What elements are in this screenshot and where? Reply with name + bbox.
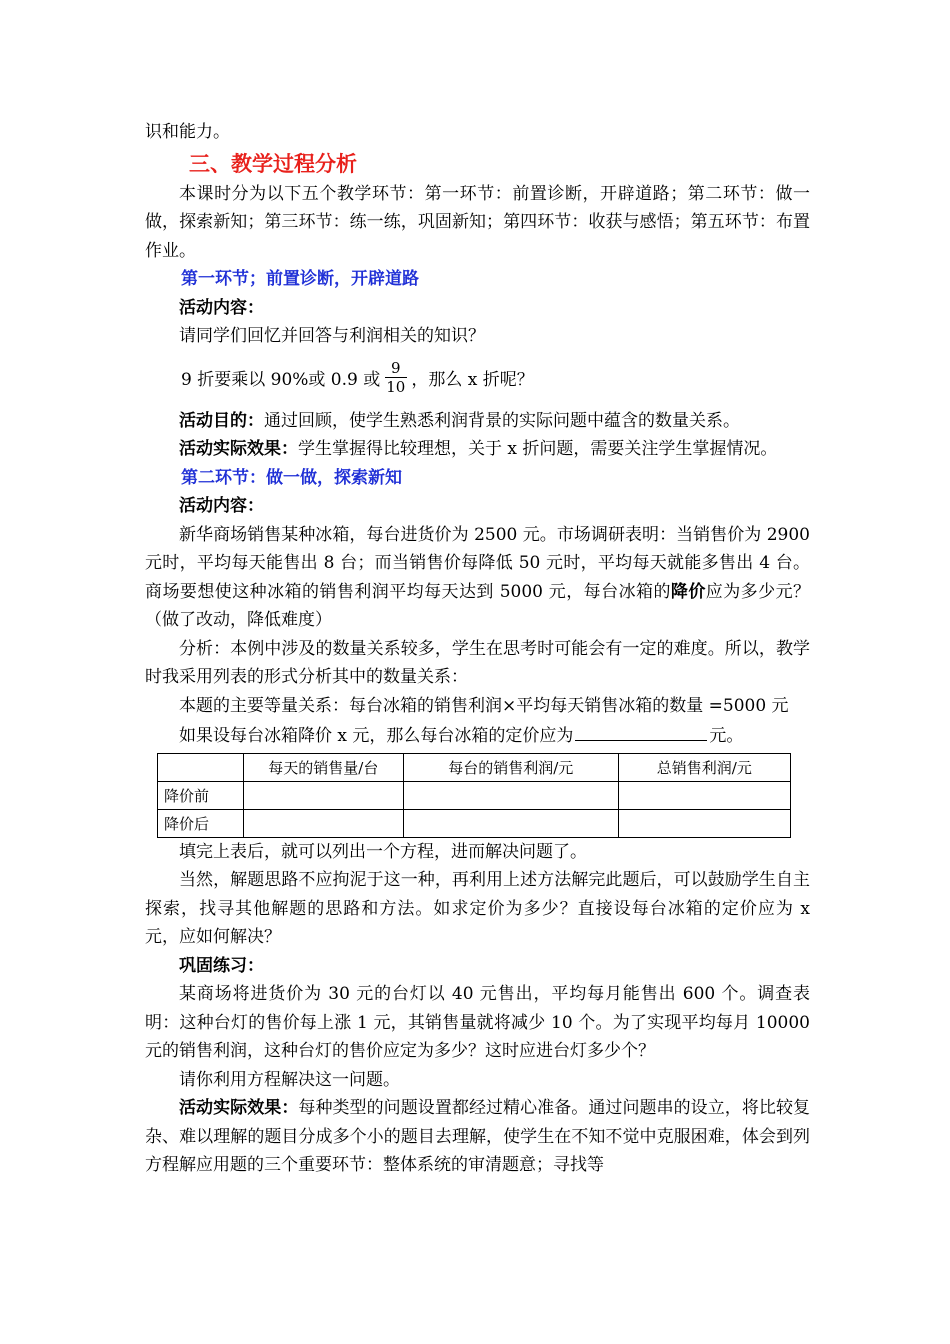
fraction-nine-tenths xyxy=(384,359,407,396)
table-cell xyxy=(618,781,790,809)
stage1-heading: 第一环节；前置诊断，开辟道路 xyxy=(181,269,419,289)
practice-label-row xyxy=(145,952,810,981)
table-row-label: 降价后 xyxy=(158,809,244,837)
stage1-question: 请同学们回忆并回答与利润相关的知识？ xyxy=(179,326,485,346)
equation-paragraph: 本题的主要等量关系：每台冰箱的销售利润×平均每天销售冰箱的数量 =5000 元 xyxy=(179,695,789,716)
explore-paragraph: 当然，解题思路不应拘泥于这一种，再利用上述方法解完此题后，可以鼓励学生自主探索，找寻其他解题的思路和方法。如求定价为多少？直接设每台冰箱的定价应为 x 元，应如何解决？ xyxy=(145,870,810,947)
table-header-row xyxy=(158,753,791,781)
fraction-line xyxy=(145,355,810,401)
practice-ask: 请你利用方程解决这一问题。 xyxy=(179,1069,400,1090)
stage2-problem-text-a: 新华商场销售某种冰箱，每台进货价为 2500 元。市场调研表明：当销售价为 2900 元时，平均每天能售出 8 台；而当销售价每降低 50 元时，平均每天就能多售出 4 台。商场要想使这种冰箱的销售利润平均每天达到 5000 元，每台冰箱的 xyxy=(145,524,810,602)
stage1-content-label: 活动内容： xyxy=(179,297,264,318)
stage2-heading: 第二环节：做一做，探索新知 xyxy=(181,467,402,488)
stage2-content-label: 活动内容： xyxy=(179,496,264,516)
analysis-paragraph: 分析：本例中涉及的数量关系较多，学生在思考时可能会有一定的难度。所以，教学时我采用列表的形式分析其中的数量关系： xyxy=(145,638,810,687)
after-table-text: 填完上表后，就可以列出一个方程，进而解决问题了。 xyxy=(179,841,587,862)
stage2-problem-bold: 降价 xyxy=(670,581,706,602)
table-header-cell: 总销售利润/元 xyxy=(618,753,790,781)
stage1-effect-label: 活动实际效果： xyxy=(179,439,298,459)
fraction-before-text: 9 折要乘以 90%或 0.9 或 xyxy=(181,370,381,390)
final-effect-text: 每种类型的问题设置都经过精心准备。通过问题串的设立，将比较复杂、难以理解的题目分成多个小的题目去理解，使学生在不知不觉中克服困难，体会到列方程解应用题的三个重要环节：整体系统的审清题意；寻找等 xyxy=(145,1098,811,1175)
stage1-purpose-label: 活动目的： xyxy=(179,410,264,431)
table-cell xyxy=(243,809,403,837)
stage2-problem-text-b: 应为多少元？（做了改动，降低难度） xyxy=(145,581,811,630)
blank-before-text: 如果设每台冰箱降价 x 元，那么每台冰箱的定价应为 xyxy=(179,726,574,746)
final-effect-label: 活动实际效果： xyxy=(179,1098,299,1118)
stage1-purpose xyxy=(145,407,810,436)
table-cell xyxy=(243,781,403,809)
document-page xyxy=(145,118,810,1180)
table-cell xyxy=(618,809,790,837)
table-header-cell: 每台的销售利润/元 xyxy=(403,753,618,781)
table-header-cell xyxy=(158,753,244,781)
blank-line xyxy=(145,720,810,751)
table-row-label: 降价前 xyxy=(158,781,244,809)
stage1-effect-text: 学生掌握得比较理想，关于 x 折问题，需要关注学生掌握情况。 xyxy=(298,439,778,459)
intro-tail-text: 识和能力。 xyxy=(145,122,230,142)
blank-after-text: 元。 xyxy=(709,726,744,746)
table-header-cell: 每天的销售量/台 xyxy=(243,753,403,781)
sales-table xyxy=(157,753,791,838)
table-row xyxy=(158,781,791,809)
fraction-numerator: 9 xyxy=(391,359,401,377)
stage2-problem xyxy=(145,521,810,635)
practice-problem: 某商场将进货价为 30 元的台灯以 40 元售出，平均每月能售出 600 个。调查表明：这种台灯的售价每上涨 1 元，其销售量就将减少 10 个。为了实现平均每月 10000 元的销售利润，这种台灯的售价应定为多少？这时应进台灯多少个？ xyxy=(145,984,810,1061)
table-cell xyxy=(403,781,618,809)
stage1-content-row xyxy=(145,294,810,323)
fraction-after-text: ，那么 x 折呢？ xyxy=(411,370,534,390)
table-row xyxy=(158,809,791,837)
stage1-effect xyxy=(145,435,810,464)
overview-paragraph: 本课时分为以下五个教学环节：第一环节：前置诊断，开辟道路；第二环节：做一做，探索新知；第三环节：练一练，巩固新知；第四环节：收获与感悟；第五环节：布置作业。 xyxy=(145,183,810,261)
fraction-denominator: 10 xyxy=(386,378,406,396)
final-effect xyxy=(145,1094,810,1180)
stage2-content-row xyxy=(145,492,810,521)
fill-blank xyxy=(575,720,707,741)
section-heading: 三、教学过程分析 xyxy=(189,151,357,176)
stage1-purpose-text: 通过回顾，使学生熟悉利润背景的实际问题中蕴含的数量关系。 xyxy=(264,410,740,431)
table-cell xyxy=(403,809,618,837)
practice-label: 巩固练习： xyxy=(179,955,264,976)
